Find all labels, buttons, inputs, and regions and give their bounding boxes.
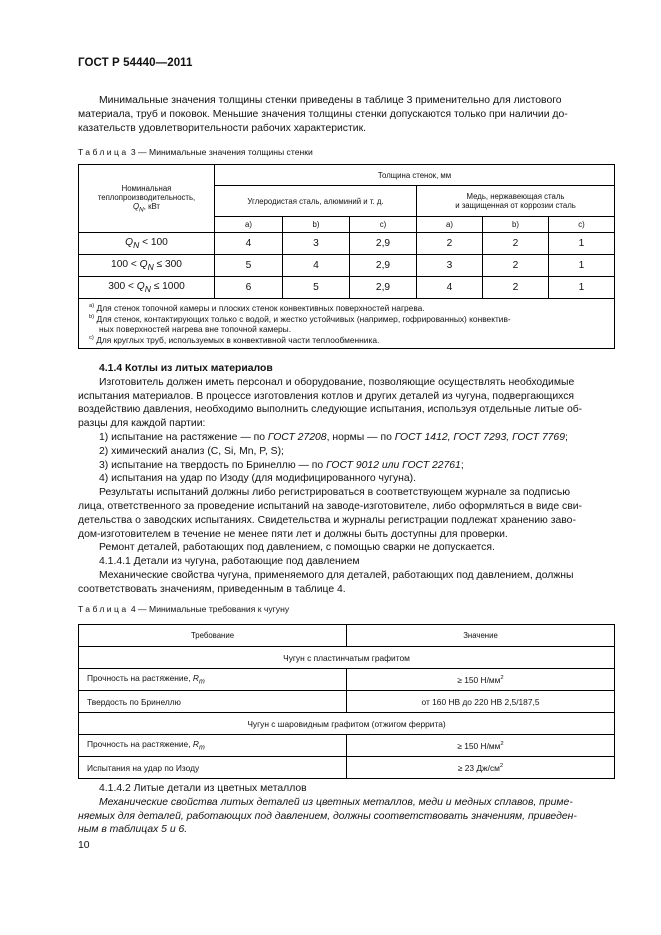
table3-row-label — [79, 255, 215, 277]
document-header: ГОСТ Р 54440—2011 — [78, 57, 193, 69]
list-text: 3) испытание на твердость по Бринеллю — по — [99, 459, 327, 471]
table4-caption-text: 4 — Минимальные требования к чугуну — [130, 604, 290, 614]
table4-label — [79, 669, 347, 691]
table3-header-thickness: Толщина стенок, мм — [215, 165, 615, 186]
table3-header-group2-line2: и защищенная от коррозии сталь — [455, 201, 576, 210]
table-cell: 1 — [549, 277, 615, 299]
row-suffix: ≤ 1000 — [150, 280, 185, 292]
paragraph-line: Механические свойства чугуна, применяемого для деталей, работающих под давлением, должны — [99, 569, 574, 581]
table-cell: 2,9 — [350, 277, 417, 299]
table-row — [79, 277, 615, 299]
row-prefix: 300 < — [108, 280, 137, 292]
table4-label: Твердость по Бринеллю — [79, 691, 347, 713]
table-row — [79, 255, 615, 277]
table3-caption-word: Таблица — [78, 147, 129, 157]
table-row — [79, 735, 615, 757]
table3-note-a — [89, 303, 606, 314]
table3-header-group2 — [417, 186, 615, 217]
table3-header-nominal — [79, 165, 215, 233]
table-cell: 4 — [283, 255, 350, 277]
note-text: Для стенок, контактирующих только с водой, и жестко устойчивых (например, гофрированных) конвектив- — [94, 313, 511, 324]
label-text: Прочность на растяжение, — [87, 739, 193, 750]
table3-sub-a: a) — [215, 217, 283, 233]
row-symbol: Q — [125, 236, 134, 248]
standard-ref: ГОСТ 1412, ГОСТ 7293, ГОСТ 7769 — [394, 431, 565, 443]
section-4-1-4-2 — [78, 782, 614, 837]
table3-header-nominal-line1: Номинальная — [121, 183, 172, 193]
row-symbol: Q — [139, 258, 148, 270]
table4-header-requirement: Требование — [79, 625, 347, 647]
table3-header-nominal-line2: теплопроизводительность, — [97, 192, 196, 202]
table3-caption — [78, 147, 313, 157]
table-cell: 3 — [283, 233, 350, 255]
paragraph-line: детельства о заводских испытаниях. Свидетельства и журналы регистрации подлежат хранению заво- — [78, 514, 576, 526]
table-cell: 5 — [215, 255, 283, 277]
standard-ref: ГОСТ 9012 или ГОСТ 22761 — [326, 459, 461, 471]
table4-value — [347, 735, 615, 757]
list-text: 1) испытание на растяжение — по — [99, 431, 268, 443]
list-item — [78, 431, 614, 445]
value-sup: 2 — [499, 762, 504, 769]
table3-notes-row — [79, 299, 615, 349]
value-text: ≥ 150 Н/мм — [457, 674, 501, 685]
paragraph-line: Результаты испытаний должны либо регистрироваться в соответствующем журнале за подписью — [99, 487, 571, 499]
table3-sub-b: b) — [283, 217, 350, 233]
table3-note-c — [89, 335, 606, 346]
row-symbol: Q — [136, 280, 145, 292]
intro-line: материала, труб и поковок. Меньшие значения толщины стенки допускаются только при наличии до- — [78, 108, 568, 120]
table4-group-lamellar: Чугун с пластинчатым графитом — [79, 647, 615, 669]
table-cell: 1 — [549, 255, 615, 277]
row-suffix: ≤ 300 — [153, 258, 182, 270]
note-mark: c) — [89, 334, 94, 341]
label-symbol: R — [192, 673, 199, 684]
list-text: , нормы — по — [326, 431, 395, 443]
row-sub: N — [147, 262, 154, 273]
table3-header-nominal-unit: , кВт — [143, 201, 161, 211]
table4-label — [79, 735, 347, 757]
paragraph-line: Изготовитель должен иметь персонал и оборудование, позволяющие осуществлять необходимые — [99, 376, 575, 388]
list-text: ; — [460, 459, 464, 471]
table4-group-spheroidal: Чугун с шаровидным графитом (отжигом феррита) — [79, 713, 615, 735]
row-sub: N — [133, 240, 140, 251]
table3-header-group1: Углеродистая сталь, алюминий и т. д. — [215, 186, 417, 217]
value-sup: 2 — [500, 740, 504, 747]
page-number: 10 — [78, 840, 90, 851]
table-row — [79, 669, 615, 691]
row-sub: N — [144, 284, 151, 295]
value-text: ≥ 23 Дж/см — [457, 762, 500, 773]
table-cell: 2,9 — [350, 255, 417, 277]
intro-line: казательств удовлетворительности рабочих характеристик. — [78, 122, 367, 134]
table3-sub-c: c) — [549, 217, 615, 233]
table-cell: 2 — [483, 277, 549, 299]
table-row — [79, 691, 615, 713]
table3-row-label — [79, 277, 215, 299]
table3-sub-c: c) — [350, 217, 417, 233]
subsection-heading: 4.1.4.1 Детали из чугуна, работающие под давлением — [99, 556, 360, 568]
table-3 — [78, 164, 615, 349]
table4-caption-word: Таблица — [78, 604, 129, 614]
intro-paragraph — [78, 94, 614, 135]
paragraph-line: испытания материалов. В процессе изготовления котлов и других деталей из чугуна, подвергающихся — [78, 390, 575, 402]
table-row — [79, 757, 615, 779]
paragraph-line: Ремонт деталей, работающих под давлением, с помощью сварки не допускается. — [99, 542, 495, 554]
table3-sub-b: b) — [483, 217, 549, 233]
paragraph-line: ным в таблицах 5 и 6. — [78, 824, 188, 836]
table-cell: 2 — [483, 233, 549, 255]
table-cell: 3 — [417, 255, 483, 277]
table3-note-b-cont: ных поверхностей нагрева вне топочной камеры. — [99, 324, 292, 335]
table3-header-nominal-sub: N — [139, 206, 144, 214]
list-text: ; — [564, 431, 568, 443]
table3-notes — [79, 299, 615, 349]
table3-header-group2-line1: Медь, нержавеющая сталь — [466, 192, 565, 201]
note-mark: b) — [89, 313, 95, 320]
paragraph-line: Механические свойства литых деталей из цветных металлов, меди и медных сплавов, приме- — [99, 796, 573, 808]
table-cell: 2 — [483, 255, 549, 277]
list-item: 2) химический анализ (C, Si, Mn, P, S); — [99, 445, 284, 457]
row-prefix: 100 < — [111, 258, 140, 270]
label-sub: m — [198, 678, 205, 686]
table4-value — [347, 757, 615, 779]
table-cell: 1 — [549, 233, 615, 255]
paragraph-line: разцы для каждой партии: — [78, 418, 206, 430]
table4-header-value: Значение — [347, 625, 615, 647]
table3-sub-a: a) — [417, 217, 483, 233]
table-row — [79, 233, 615, 255]
list-item: 4) испытания на удар по Изоду (для модифицированного чугуна). — [99, 473, 417, 485]
note-mark: a) — [89, 303, 95, 309]
note-text: Для стенок топочной камеры и плоских стенок конвективных поверхностей нагрева. — [94, 303, 425, 313]
label-symbol: R — [192, 739, 199, 750]
value-sup: 2 — [500, 674, 504, 681]
paragraph-line: воздействию давления, необходимо выполнить следующие испытания, используя отдельные литые об- — [78, 404, 583, 416]
table4-caption — [78, 604, 289, 614]
table4-label: Испытания на удар по Изоду — [79, 757, 347, 779]
table3-row-label — [79, 233, 215, 255]
table-cell: 4 — [215, 233, 283, 255]
table3-note-b — [89, 314, 606, 325]
subsection-heading: 4.1.4.2 Литые детали из цветных металлов — [99, 783, 307, 794]
table-cell: 2,9 — [350, 233, 417, 255]
table-cell: 6 — [215, 277, 283, 299]
value-text: ≥ 150 Н/мм — [457, 740, 501, 751]
intro-line: Минимальные значения толщины стенки приведены в таблице 3 применительно для листового — [99, 95, 562, 106]
label-text: Прочность на растяжение, — [87, 673, 193, 684]
standard-ref: ГОСТ 27208 — [267, 431, 327, 443]
list-item — [78, 459, 614, 473]
note-text: Для круглых труб, используемых в конвективной части теплообменника. — [93, 334, 380, 345]
paragraph-line: няемых для деталей, работающих под давлением, должны соответствовать значениям, приведен- — [78, 810, 577, 822]
table-cell: 2 — [417, 233, 483, 255]
section-4-1-4 — [78, 362, 614, 597]
table4-value — [347, 669, 615, 691]
row-suffix: < 100 — [139, 236, 168, 248]
paragraph-line: лица, ответственного за проведение испытаний на заводе-изготовителе, либо оформляться в виде сви- — [78, 500, 582, 512]
table3-caption-text: 3 — Минимальные значения толщины стенки — [130, 147, 313, 157]
table-4 — [78, 624, 615, 779]
table-cell: 5 — [283, 277, 350, 299]
table4-value: от 160 HB до 220 HB 2,5/187,5 — [347, 691, 615, 713]
label-sub: m — [198, 744, 205, 752]
section-heading: 4.1.4 Котлы из литых материалов — [99, 363, 273, 374]
paragraph-line: соответствовать значениям, приведенным в таблице 4. — [78, 583, 346, 595]
paragraph-line: дом-изготовителем в течение не менее пяти лет и должны быть доступны для проверки. — [78, 528, 508, 540]
table3-header-nominal-symbol: Q — [132, 201, 140, 211]
table-cell: 4 — [417, 277, 483, 299]
